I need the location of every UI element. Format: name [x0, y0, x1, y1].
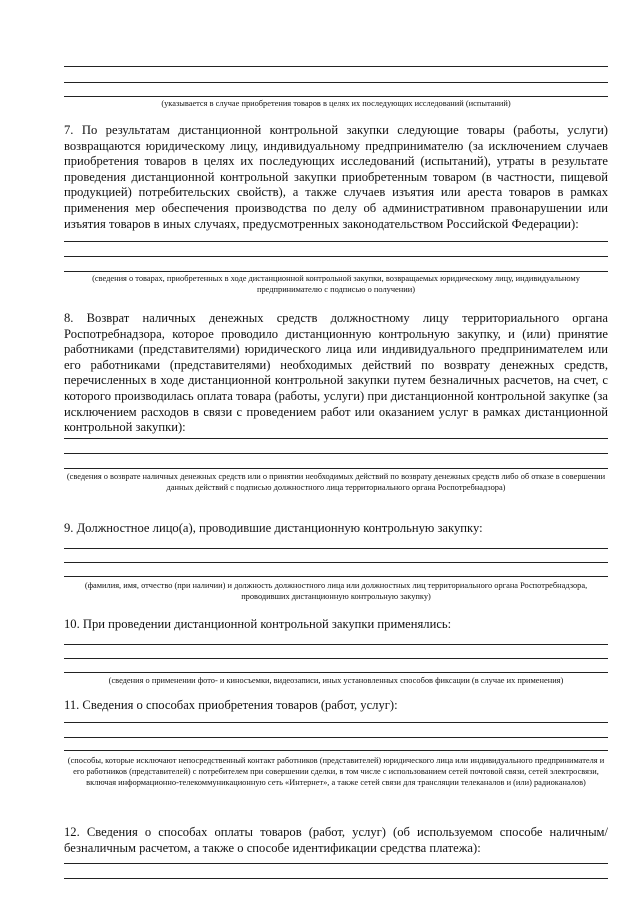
blank-line [64, 96, 608, 97]
blank-line [64, 438, 608, 439]
blank-line [64, 576, 608, 577]
blank-line [64, 468, 608, 469]
blank-line [64, 672, 608, 673]
blank-line [64, 241, 608, 242]
blank-line [64, 66, 608, 67]
blank-line [64, 722, 608, 723]
blank-line [64, 658, 608, 659]
section-11-text: 11. Сведения о способах приобретения товаров (работ, услуг): [64, 698, 398, 712]
section-12-text: 12. Сведения о способах оплаты товаров (работ, услуг) (об используемом способе наличным/безналичным расчетом, а также о способе идентификации средства платежа): [64, 825, 608, 855]
caption-section-8: (сведения о возврате наличных денежных средств или о принятии необходимых действий по возврату денежных средств либо об отказе в совершении данных действий с подписью должностного лица территориального органа Роспотребнадзора) [66, 472, 606, 493]
section-10-text: 10. При проведении дистанционной контрольной закупки применялись: [64, 617, 452, 631]
section-9-text: 9. Должностное лицо(а), проводившие дистанционную контрольную закупку: [64, 521, 483, 535]
blank-line [64, 737, 608, 738]
blank-line [64, 271, 608, 272]
section-8-text: 8. Возврат наличных денежных средств должностному лицу территориального органа Роспотребнадзора, которое проводило дистанционную контрольную закупку, и (или) принятие работниками (представителями) юридического лица или индивидуального предпринимателем или его работниками (представителями) необходимых действий по возврату денежных средств, перечисленных в ходе дистанционной контрольной закупки путем безналичных расчетов, на счет, с которого производилась оплата товара (работы, услуги) при дистанционной контрольной закупке (за исключением расходов в связи с проведением работ или оказанием услуг в рамках дистанционной контрольной закупки): [64, 311, 608, 435]
caption-section-11: (способы, которые исключают непосредственный контакт работников (представителей) юридического лица или индивидуального предпринимателя и его работников (представителей) с потребителем при совершении сделки, в том числе с использованием сетей почтовой связи, сетей электросвязи, включая информационно-телекоммуникационную сеть «Интернет», а также сетей связи для трансляции телеканалов и (или) радиоканалов) [67, 756, 605, 788]
blank-line [64, 453, 608, 454]
section-7-text: 7. По результатам дистанционной контрольной закупки следующие товары (работы, услуги) возвращаются юридическому лицу, индивидуальному предпринимателю (за исключением случаев приобретения товаров в целях их последующих исследований (испытаний), утраты в результате проведения дистанционной контрольной закупки приобретенным товаром (в частности, пищевой продукцией) потребительских свойств), а также случаев изъятия или ареста товаров в рамках применения мер обеспечения производства по делу об административном правонарушении или изъятия товаров в иных случаях, предусмотренных законодательством Российской Федерации): [64, 123, 608, 231]
caption-section-10: (сведения о применении фото- и киносъемки, видеозаписи, иных установленных способов фиксации (в случае их применения) [108, 676, 564, 685]
caption-top: (указывается в случае приобретения товаров в целях их последующих исследований (испытаний) [161, 99, 511, 108]
blank-line [64, 878, 608, 879]
blank-line [64, 863, 608, 864]
blank-line [64, 562, 608, 563]
caption-section-9: (фамилия, имя, отчество (при наличии) и должность должностного лица или должностных лиц территориального органа Роспотребнадзора, проводивших дистанционную контрольную закупку) [84, 581, 588, 602]
caption-section-7: (сведения о товарах, приобретенных в ходе дистанционной контрольной закупки, возвращаемых юридическому лицу, индивидуальному предпринимателю с подписью о получении) [92, 274, 580, 295]
blank-line [64, 82, 608, 83]
blank-line [64, 750, 608, 751]
blank-line [64, 548, 608, 549]
blank-line [64, 256, 608, 257]
blank-line [64, 644, 608, 645]
